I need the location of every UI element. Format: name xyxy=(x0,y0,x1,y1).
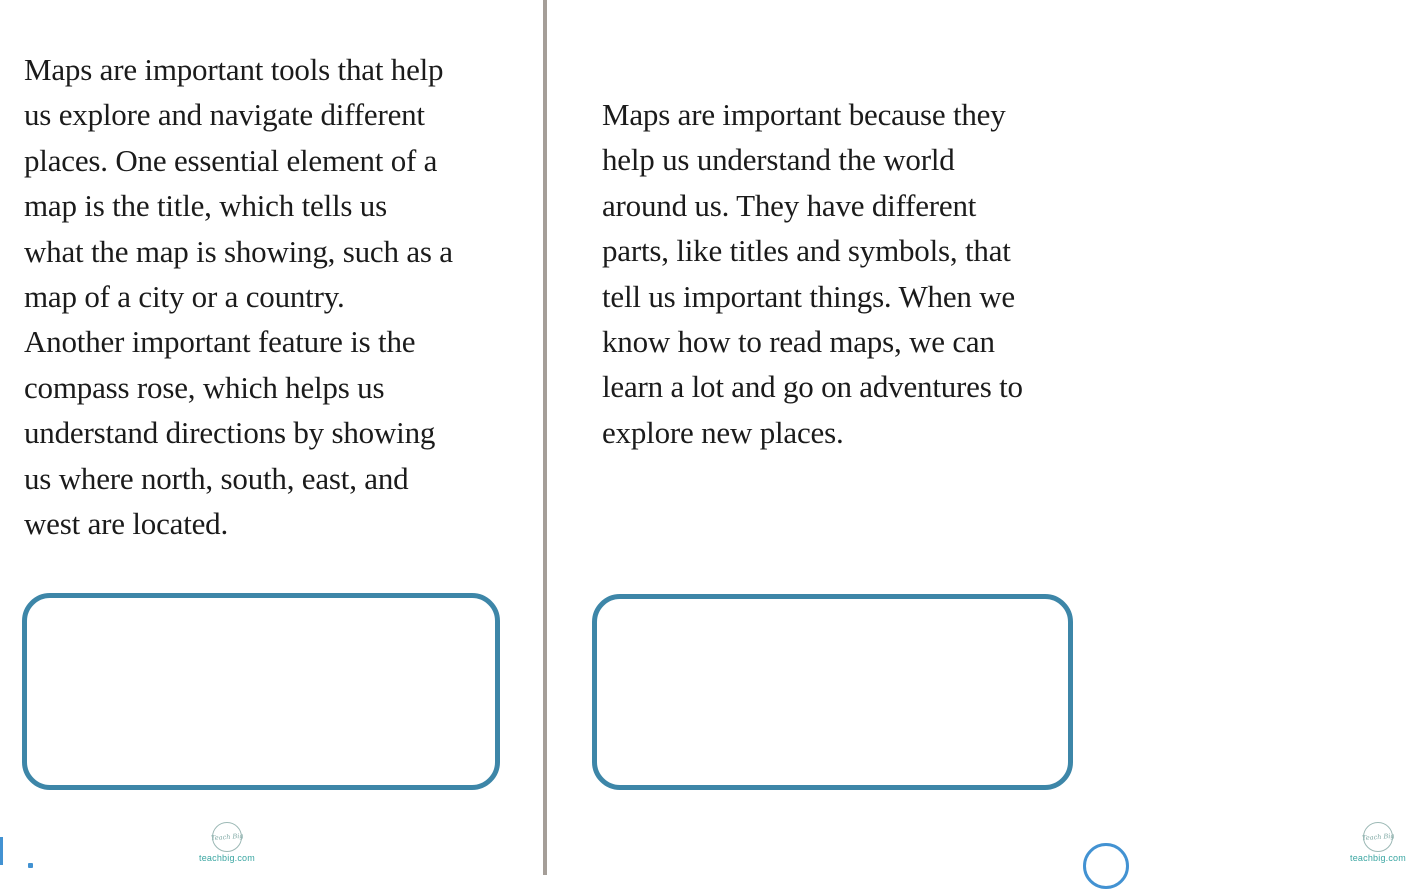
logo-script-text: Teach Big xyxy=(210,831,244,843)
logo-domain-text: teachbig.com xyxy=(1350,853,1406,863)
text-line: us explore and navigate different xyxy=(24,97,425,133)
paragraph-left xyxy=(24,47,453,546)
text-line: explore new places. xyxy=(602,414,844,450)
answer-box-right xyxy=(592,594,1073,790)
text-line: west are located. xyxy=(24,505,229,541)
text-line: compass rose, which helps us xyxy=(24,369,385,405)
page-number-fragment-stroke xyxy=(0,837,3,865)
text-line: Another important feature is the xyxy=(24,324,416,360)
text-line: map is the title, which tells us xyxy=(24,188,387,224)
text-line: learn a lot and go on adventures to xyxy=(602,369,1023,405)
page-right xyxy=(547,0,1406,875)
text-line: know how to read maps, we can xyxy=(602,323,995,359)
teachbig-logo-circle-icon xyxy=(212,822,242,852)
teachbig-logo xyxy=(192,822,262,863)
teachbig-logo xyxy=(1343,822,1413,863)
answer-box-left xyxy=(22,593,500,790)
logo-domain-text: teachbig.com xyxy=(199,853,255,863)
text-line: understand directions by showing xyxy=(24,415,436,451)
text-line: around us. They have different xyxy=(602,187,977,223)
page-left xyxy=(0,0,543,875)
teachbig-logo-circle-icon xyxy=(1363,822,1393,852)
text-line: help us understand the world xyxy=(602,142,955,178)
text-line: Maps are important because they xyxy=(602,97,1006,132)
partial-circle-icon xyxy=(1083,843,1129,889)
text-line: map of a city or a country. xyxy=(24,278,345,314)
text-line: what the map is showing, such as a xyxy=(24,233,453,269)
text-line: tell us important things. When we xyxy=(602,278,1015,314)
text-line: Maps are important tools that help xyxy=(24,52,444,87)
paragraph-right xyxy=(602,92,1023,455)
logo-script-text: Teach Big xyxy=(1361,831,1395,843)
page-number-fragment-dot xyxy=(28,863,33,868)
text-line: us where north, south, east, and xyxy=(24,460,409,496)
text-line: parts, like titles and symbols, that xyxy=(602,233,1011,269)
text-line: places. One essential element of a xyxy=(24,142,438,178)
